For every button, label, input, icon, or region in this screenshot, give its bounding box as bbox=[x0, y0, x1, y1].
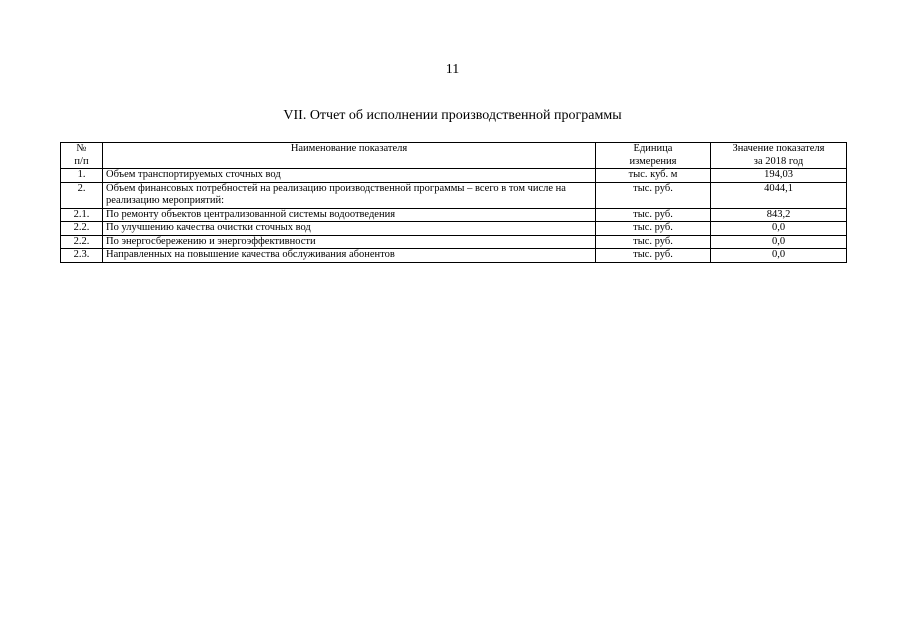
row-value: 843,2 bbox=[711, 208, 847, 222]
page-number: 11 bbox=[445, 62, 460, 77]
row-unit: тыс. руб. bbox=[596, 208, 711, 222]
report-table bbox=[60, 142, 847, 263]
row-value: 4044,1 bbox=[711, 182, 847, 208]
row-number: 2.1. bbox=[61, 208, 103, 222]
table-row bbox=[61, 182, 847, 208]
header-number-line2: п/п bbox=[74, 155, 89, 167]
header-unit bbox=[596, 143, 711, 169]
row-value: 0,0 bbox=[711, 249, 847, 263]
row-value: 0,0 bbox=[711, 222, 847, 236]
header-name bbox=[103, 143, 596, 169]
row-number: 2.3. bbox=[61, 249, 103, 263]
row-number: 2.2. bbox=[61, 235, 103, 249]
header-unit-line1: Единица bbox=[633, 143, 673, 154]
header-unit-line2: измерения bbox=[629, 155, 677, 167]
table-row bbox=[61, 169, 847, 183]
row-unit: тыс. руб. bbox=[596, 235, 711, 249]
row-name: Объем транспортируемых сточных вод bbox=[103, 169, 596, 183]
header-number bbox=[61, 143, 103, 169]
row-unit: тыс. руб. bbox=[596, 222, 711, 236]
row-name: По энергосбережению и энергоэффективности bbox=[103, 235, 596, 249]
row-name: По улучшению качества очистки сточных вод bbox=[103, 222, 596, 236]
row-unit: тыс. руб. bbox=[596, 249, 711, 263]
header-number-line1: № bbox=[76, 143, 87, 154]
table-row bbox=[61, 208, 847, 222]
table-row bbox=[61, 249, 847, 263]
row-value: 0,0 bbox=[711, 235, 847, 249]
table-row bbox=[61, 222, 847, 236]
row-name: Направленных на повышение качества обслуживания абонентов bbox=[103, 249, 596, 263]
header-value-line2: за 2018 год bbox=[753, 155, 804, 167]
header-value-line1: Значение показателя bbox=[732, 143, 825, 154]
header-value bbox=[711, 143, 847, 169]
row-name: Объем финансовых потребностей на реализацию производственной программы – всего в том числе на реализацию мероприятий: bbox=[103, 182, 596, 208]
row-number: 2. bbox=[61, 182, 103, 208]
row-number: 2.2. bbox=[61, 222, 103, 236]
header-name-text: Наименование показателя bbox=[290, 143, 408, 154]
row-name: По ремонту объектов централизованной системы водоотведения bbox=[103, 208, 596, 222]
table-header-row bbox=[61, 143, 847, 169]
row-unit: тыс. куб. м bbox=[596, 169, 711, 183]
table-row bbox=[61, 235, 847, 249]
row-unit: тыс. руб. bbox=[596, 182, 711, 208]
row-value: 194,03 bbox=[711, 169, 847, 183]
section-title: VII. Отчет об исполнении производственной программы bbox=[283, 108, 622, 123]
row-number: 1. bbox=[61, 169, 103, 183]
